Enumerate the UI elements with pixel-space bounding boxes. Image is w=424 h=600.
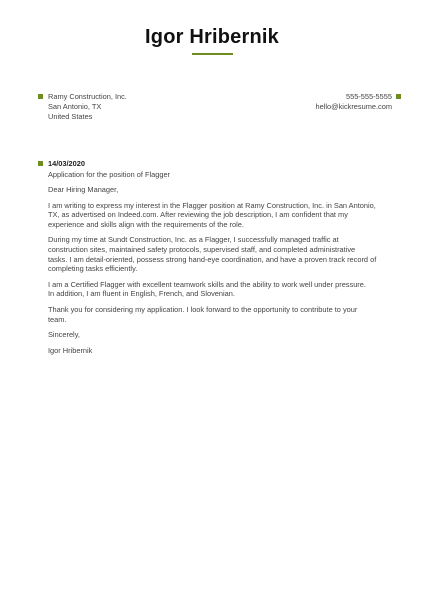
paragraph-line: completing tasks efficiently. [48, 264, 138, 274]
paragraph-line: I am a Certified Flagger with excellent teamwork skills and the ability to work well under pressure. [48, 279, 366, 289]
date-marker-square [38, 161, 43, 166]
letter-body [48, 185, 398, 361]
paragraph-line: construction sites, maintained safety protocols, supervised staff, and completed administrative [48, 244, 356, 254]
letter-date: 14/03/2020 [48, 159, 85, 168]
paragraph-line: TX, as advertised on Indeed.com. After reviewing the job description, I am confident that my [48, 210, 348, 220]
letter-closing: Sincerely, [48, 330, 80, 340]
letter-paragraph-3 [48, 280, 398, 299]
paragraph-line: During my time at Sundt Construction, Inc. as a Flagger, I successfully managed traffic at [48, 235, 339, 245]
letter-paragraph-4 [48, 305, 398, 324]
applicant-name: Igor Hribernik [145, 26, 279, 48]
paragraph-line: experience and skills align with the requirements of the role. [48, 219, 244, 229]
paragraph-line: team. [48, 314, 67, 324]
letter-greeting: Dear Hiring Manager, [48, 185, 119, 194]
recipient-company: Ramy Construction, Inc. [48, 92, 127, 101]
letter-subject: Application for the position of Flagger [48, 170, 171, 179]
recipient-country: United States [48, 112, 93, 121]
paragraph-line: I am writing to express my interest in the Flagger position at Ramy Construction, Inc. in San Antonio, [48, 200, 376, 210]
name-underline-divider [192, 53, 233, 55]
recipient-marker-square [38, 94, 43, 99]
contact-info [315, 92, 392, 112]
contact-email: hello@kickresume.com [315, 102, 392, 111]
contact-marker-square [396, 94, 401, 99]
letter-signature: Igor Hribernik [48, 345, 93, 355]
paragraph-line: In addition, I am fluent in English, French, and Slovenian. [48, 289, 235, 299]
letter-paragraph-1 [48, 201, 398, 230]
paragraph-line: Thank you for considering my application. I look forward to the opportunity to contribute to your [48, 304, 358, 314]
paragraph-line: tasks. I am detail-oriented, possess strong hand-eye coordination, and have a proven track record of [48, 254, 377, 264]
letter-paragraph-2 [48, 235, 398, 273]
contact-phone: 555-555-5555 [345, 92, 392, 101]
recipient-address [48, 92, 127, 122]
recipient-city: San Antonio, TX [48, 102, 102, 111]
